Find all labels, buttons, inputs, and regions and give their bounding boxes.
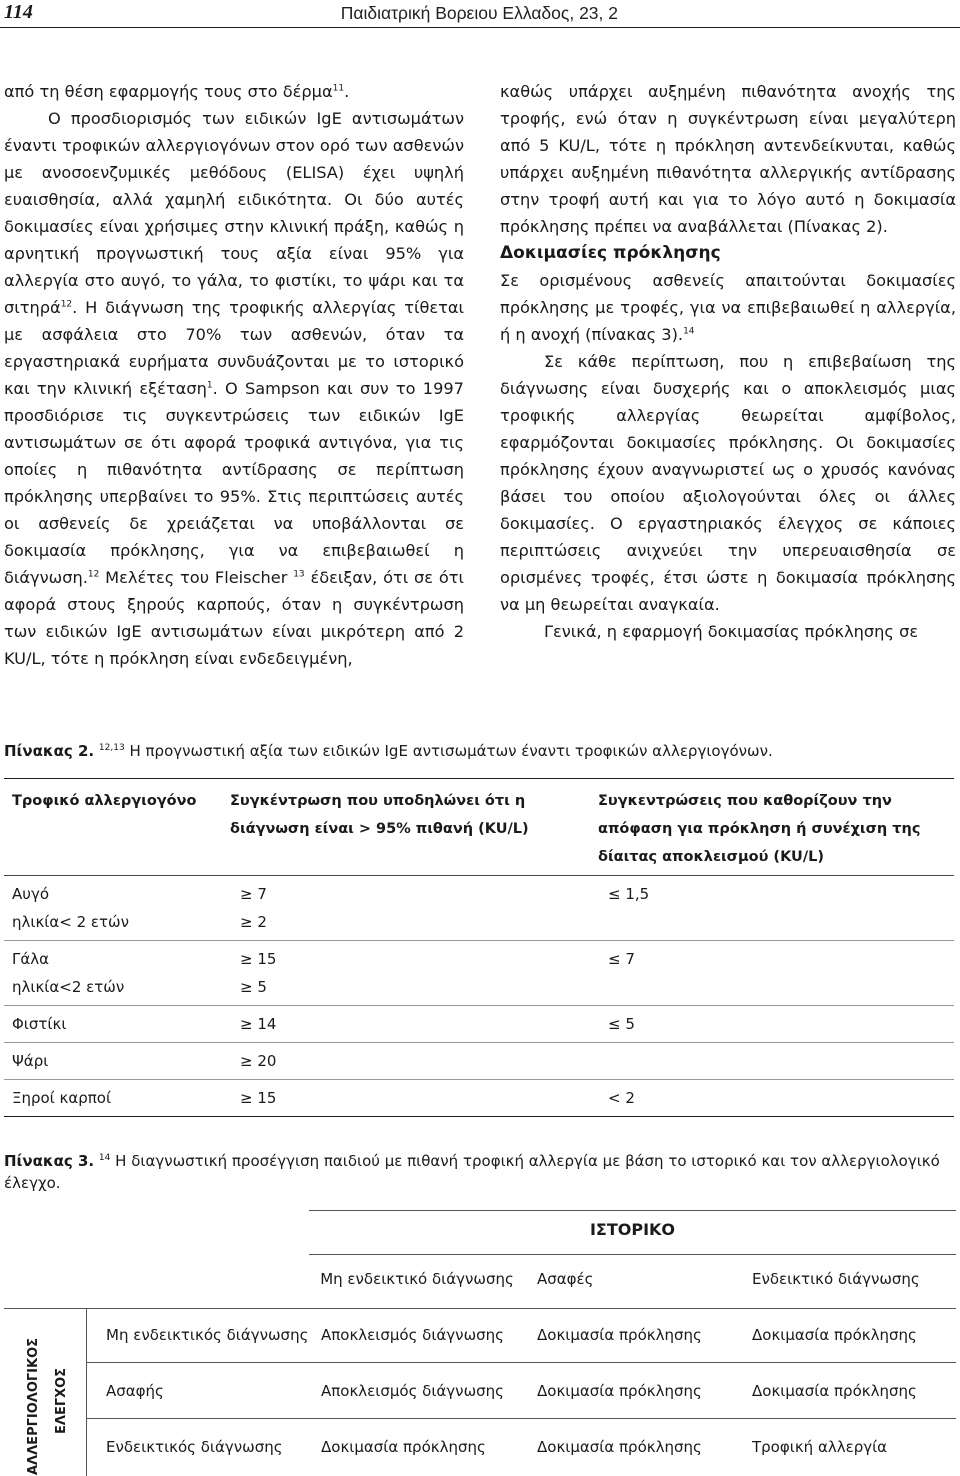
table3-caption: [4, 1150, 956, 1194]
side-header: ΕΛΕΓΧΟΣ: [54, 1367, 69, 1434]
citation: 14: [683, 326, 695, 337]
table-rule: [86, 1418, 956, 1419]
table-row: [4, 1006, 954, 1043]
table-cell: ≤ 7: [608, 950, 635, 968]
text-span: Σε ορισμένους ασθενείς απαιτούνται δοκιμασίες πρόκλησης με τροφές, για να επιβεβαιωθεί η αλλεργία, ή η ανοχή (πίνακας 3).: [500, 271, 956, 344]
row-label: Ενδεικτικός διάγνωσης: [106, 1438, 283, 1456]
table-rule: [309, 1210, 956, 1211]
column-header: Ενδεικτικό διάγνωσης: [752, 1270, 920, 1288]
citation: 1: [206, 380, 213, 391]
column-header: Μη ενδεικτικό διάγνωσης: [320, 1270, 514, 1288]
table-header-row: [4, 779, 954, 876]
left-column: [4, 78, 464, 672]
cell-text: ηλικία<2 ετών: [12, 978, 125, 996]
table-rule: [86, 1308, 87, 1476]
table-cell: Αποκλεισμός διάγνωσης: [321, 1382, 504, 1400]
table-cell: Φιστίκι: [12, 1015, 67, 1033]
cell-text: ≥ 7: [240, 885, 267, 903]
row-label: Μη ενδεικτικός διάγνωσης: [106, 1326, 309, 1344]
table-cell: [224, 880, 592, 936]
table-cell: Δοκιμασία πρόκλησης: [537, 1326, 702, 1344]
citation: 12: [87, 569, 100, 580]
cell-text: ≥ 2: [240, 913, 267, 931]
text-span: Μελέτες του Fleischer: [99, 568, 294, 587]
table-cell: [4, 880, 224, 936]
table-cell: Δοκιμασία πρόκλησης: [537, 1438, 702, 1456]
right-paragraph-2: [500, 267, 956, 348]
table-rule: [309, 1254, 956, 1255]
header-cell: Συγκέντρωση που υποδηλώνει ότι η διάγνωση είναι > 95% πιθανή (KU/L): [230, 793, 529, 837]
right-column: [500, 78, 956, 645]
left-paragraph-2: [4, 105, 464, 672]
table3: [4, 1210, 956, 1476]
table-cell: Δοκιμασία πρόκλησης: [321, 1438, 486, 1456]
table-cell: ≥ 15: [240, 1089, 277, 1107]
caption-text: Η προγνωστική αξία των ειδικών IgE αντισωμάτων έναντι τροφικών αλλεργιογόνων.: [129, 742, 773, 760]
side-header: ΑΛΛΕΡΓΙΟΛΟΓΙΚΟΣ: [26, 1337, 41, 1475]
table-cell: Δοκιμασία πρόκλησης: [752, 1382, 917, 1400]
column-header: Ασαφές: [537, 1270, 594, 1288]
table-row: [4, 1043, 954, 1080]
table-cell: ≤ 1,5: [608, 885, 650, 903]
text-span: από τη θέση εφαρμογής τους στο δέρμα: [4, 82, 333, 101]
caption-label: Πίνακας 3.: [4, 1152, 95, 1170]
table-cell: < 2: [608, 1089, 635, 1107]
left-paragraph-1: [4, 78, 464, 105]
table2: [4, 778, 954, 1117]
table-cell: Ξηροί καρποί: [12, 1089, 112, 1107]
table-cell: [4, 945, 224, 1001]
cell-text: ≥ 15: [240, 950, 277, 968]
cell-text: Γάλα: [12, 950, 50, 968]
text-span: . Η διάγνωση της τροφικής αλλεργίας τίθεται με ασφάλεια στο 70% των ασθενών, όταν τα εργαστηριακά ευρήματα συνδυάζονται με το ιστορικό και την κλινική εξέταση: [4, 298, 464, 398]
running-head: Παιδιατρική Βορειου Ελλαδος, 23, 2: [340, 3, 618, 23]
table-cell: [592, 1047, 954, 1075]
cell-text: ≥ 5: [240, 978, 267, 996]
row-label: Ασαφής: [106, 1382, 164, 1400]
cell-text: ηλικία< 2 ετών: [12, 913, 129, 931]
caption-text: Η διαγνωστική προσέγγιση παιδιού με πιθανή τροφική αλλεργία με βάση το ιστορικό και τον αλλεργιολογικό έλεγχο.: [4, 1152, 940, 1192]
table-cell: Τροφική αλλεργία: [752, 1438, 888, 1456]
text-span: έδειξαν, ότι σε ότι αφορά στους ξηρούς καρπούς, όταν η συγκέντρωση των ειδικών IgE αντισωμάτων είναι μικρότερη από 2 KU/L, τότε η πρόκληση είναι ενδεδειγμένη,: [4, 568, 464, 668]
right-paragraph-3: Σε κάθε περίπτωση, που η επιβεβαίωση της διάγνωσης είναι δυσχερής και ο αποκλεισμός μιας τροφικής αλλεργίας θεωρείται αμφίβολος, εφαρμόζονται δοκιμασίες πρόκλησης. Οι δοκιμασίες πρόκλησης έχουν αναγνωριστεί ως ο χρυσός κανόνας βάσει του οποίου αξιολογούνται όλες οι άλλες δοκιμασίες. Ο εργαστηριακός έλεγχος σε κάποιες περιπτώσεις ανιχνεύει την υπερευαισθησία σε ορισμένες τροφές, έτσι ώστε η δοκιμασία πρόκλησης να μη θεωρείται αναγκαία.: [500, 352, 956, 614]
page-number: 114: [4, 1, 33, 23]
right-paragraph-4: Γενικά, η εφαρμογή δοκιμασίας πρόκλησης σε: [544, 622, 919, 641]
text-span: .: [344, 82, 350, 101]
citation: 14: [98, 1153, 111, 1163]
table-cell: ≤ 5: [608, 1015, 635, 1033]
table-cell: ≥ 14: [240, 1015, 277, 1033]
citation: 12,13: [98, 743, 125, 753]
table-row: [4, 876, 954, 941]
table-cell: ≥ 20: [240, 1052, 277, 1070]
section-heading: Δοκιμασίες πρόκλησης: [500, 243, 721, 263]
table-cell: Ψάρι: [12, 1052, 49, 1070]
table-row: [4, 941, 954, 1006]
citation: 13: [293, 569, 305, 580]
table-cell: Δοκιμασία πρόκλησης: [752, 1326, 917, 1344]
table2-caption: [4, 740, 954, 762]
table-cell: Δοκιμασία πρόκλησης: [537, 1382, 702, 1400]
top-header: ΙΣΤΟΡΙΚΟ: [589, 1220, 676, 1239]
table-rule: [86, 1362, 956, 1363]
citation: 12: [60, 299, 73, 310]
text-span: . O Sampson και συν το 1997 προσδιόρισε τις συγκεντρώσεις των ειδικών IgE αντισωμάτων σε ότι αφορά τροφικά αντιγόνα, για τις οποίες η πιθανότητα αντίδρασης σε περίπτωση πρόκλησης υπερβαίνει το 95%. Στις περιπτώσεις αυτές οι ασθενείς δε χρειάζεται να υποβάλλονται σε δοκιμασία πρόκλησης, για να επιβεβαιωθεί η διάγνωση.: [4, 379, 464, 587]
right-paragraph-1: καθώς υπάρχει αυξημένη πιθανότητα ανοχής της τροφής, ενώ όταν η συγκέντρωση είναι μεγαλύτερη από 5 KU/L, τότε η πρόκληση αντενδείκνυται, καθώς υπάρχει αυξημένη πιθανότητα αλλεργικής αντίδρασης στην τροφή αυτή και για το λόγο αυτό η δοκιμασία πρόκλησης πρέπει να αναβάλλεται (Πίνακας 2).: [500, 82, 956, 236]
header-cell: Συγκεντρώσεις που καθορίζουν την απόφαση για πρόκληση ή συνέχιση της δίαιτας αποκλεισμού (KU/L): [598, 793, 921, 865]
table-rule: [4, 1308, 956, 1309]
cell-text: Αυγό: [12, 885, 49, 903]
header-cell: Τροφικό αλλεργιογόνο: [12, 793, 197, 809]
text-span: Ο προσδιορισμός των ειδικών IgE αντισωμάτων έναντι τροφικών αλλεργιογόνων στον ορό των ασθενών με ανοσοενζυμικές μεθόδους (ELISA) έχει υψηλή ευαισθησία, αλλά χαμηλή ειδικότητα. Οι δύο αυτές δοκιμασίες είναι χρήσιμες στην κλινική πράξη, καθώς η αρνητική προγνωστική τους αξία είναι 95% για αλλεργία στο αυγό, το γάλα, το φιστίκι, το ψάρι και τα σιτηρά: [4, 109, 464, 317]
page-header: [0, 0, 960, 28]
table-row: [4, 1080, 954, 1116]
table-cell: [224, 945, 592, 1001]
citation: 11: [332, 83, 345, 94]
caption-label: Πίνακας 2.: [4, 742, 95, 760]
table-cell: Αποκλεισμός διάγνωσης: [321, 1326, 504, 1344]
